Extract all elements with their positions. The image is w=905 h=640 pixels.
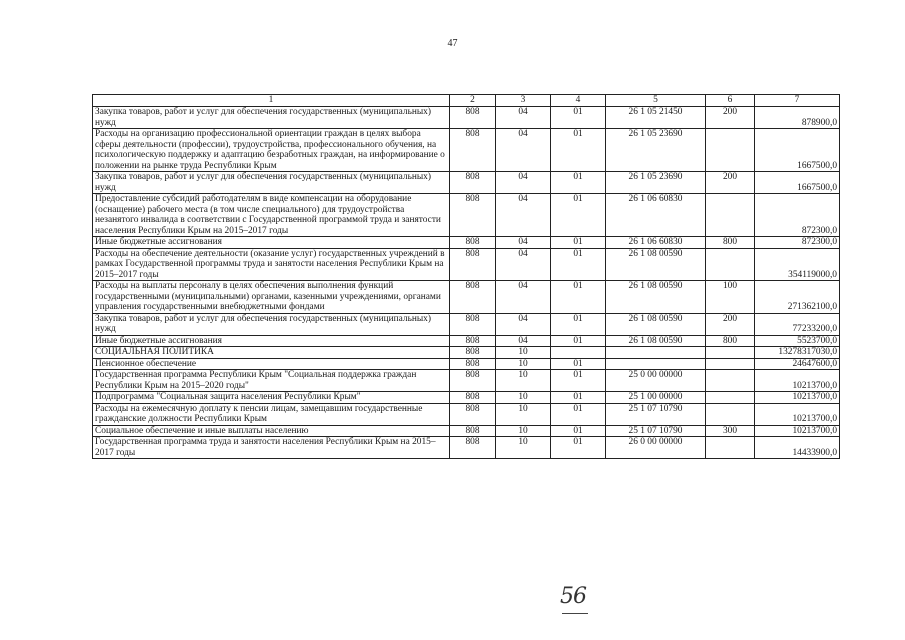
table-row bbox=[93, 392, 840, 404]
expense-type-code: 800 bbox=[706, 237, 755, 249]
ministry-code: 808 bbox=[450, 437, 496, 459]
row-name: Расходы на ежемесячную доплату к пенсии лицам, замещавшим государственные гражданские должности Республики Крым bbox=[93, 403, 450, 425]
column-header: 4 bbox=[551, 95, 606, 107]
table-header-row bbox=[93, 95, 840, 107]
expense-type-code bbox=[706, 248, 755, 281]
section-code: 04 bbox=[496, 281, 551, 314]
amount: 10213700,0 bbox=[755, 425, 840, 437]
row-name: Закупка товаров, работ и услуг для обеспечения государственных (муниципальных) нужд bbox=[93, 313, 450, 335]
amount: 872300,0 bbox=[755, 194, 840, 237]
ministry-code: 808 bbox=[450, 358, 496, 370]
subsection-code: 01 bbox=[551, 281, 606, 314]
row-name: Закупка товаров, работ и услуг для обеспечения государственных (муниципальных) нужд bbox=[93, 107, 450, 129]
table-row bbox=[93, 237, 840, 249]
subsection-code: 01 bbox=[551, 437, 606, 459]
target-article-code: 26 1 08 00590 bbox=[606, 335, 706, 347]
expense-type-code bbox=[706, 437, 755, 459]
table-row bbox=[93, 370, 840, 392]
column-header: 5 bbox=[606, 95, 706, 107]
row-name: Социальное обеспечение и иные выплаты населению bbox=[93, 425, 450, 437]
amount: 872300,0 bbox=[755, 237, 840, 249]
section-code: 10 bbox=[496, 358, 551, 370]
ministry-code: 808 bbox=[450, 347, 496, 359]
ministry-code: 808 bbox=[450, 194, 496, 237]
signature-underline bbox=[562, 613, 588, 614]
target-article-code: 26 1 06 60830 bbox=[606, 237, 706, 249]
ministry-code: 808 bbox=[450, 237, 496, 249]
amount: 14433900,0 bbox=[755, 437, 840, 459]
expense-type-code bbox=[706, 129, 755, 172]
subsection-code: 01 bbox=[551, 107, 606, 129]
expense-type-code bbox=[706, 347, 755, 359]
row-name: Расходы на обеспечение деятельности (оказание услуг) государственных учреждений в рамках Государственной программы труда и занятости населения Республики Крым на 2015–2017 годы bbox=[93, 248, 450, 281]
table-row bbox=[93, 248, 840, 281]
ministry-code: 808 bbox=[450, 107, 496, 129]
section-code: 04 bbox=[496, 107, 551, 129]
section-code: 10 bbox=[496, 403, 551, 425]
section-code: 04 bbox=[496, 129, 551, 172]
section-code: 10 bbox=[496, 425, 551, 437]
table-row bbox=[93, 129, 840, 172]
table-row bbox=[93, 335, 840, 347]
expense-type-code: 200 bbox=[706, 107, 755, 129]
table-row bbox=[93, 437, 840, 459]
section-code: 04 bbox=[496, 194, 551, 237]
amount: 271362100,0 bbox=[755, 281, 840, 314]
column-header: 2 bbox=[450, 95, 496, 107]
amount: 10213700,0 bbox=[755, 370, 840, 392]
target-article-code: 25 1 07 10790 bbox=[606, 403, 706, 425]
row-name: Иные бюджетные ассигнования bbox=[93, 335, 450, 347]
ministry-code: 808 bbox=[450, 129, 496, 172]
ministry-code: 808 bbox=[450, 281, 496, 314]
expense-type-code: 800 bbox=[706, 335, 755, 347]
amount: 5523700,0 bbox=[755, 335, 840, 347]
expense-type-code: 200 bbox=[706, 313, 755, 335]
expense-type-code bbox=[706, 403, 755, 425]
subsection-code bbox=[551, 347, 606, 359]
row-name: Подпрограмма "Социальная защита населения Республики Крым" bbox=[93, 392, 450, 404]
expense-type-code bbox=[706, 194, 755, 237]
amount: 10213700,0 bbox=[755, 403, 840, 425]
row-name: Государственная программа Республики Крым "Социальная поддержка граждан Республики Крым на 2015–2020 годы" bbox=[93, 370, 450, 392]
expense-type-code: 200 bbox=[706, 172, 755, 194]
section-code: 10 bbox=[496, 370, 551, 392]
subsection-code: 01 bbox=[551, 358, 606, 370]
section-code: 10 bbox=[496, 392, 551, 404]
expense-type-code: 100 bbox=[706, 281, 755, 314]
table-body bbox=[93, 107, 840, 459]
amount: 1667500,0 bbox=[755, 172, 840, 194]
target-article-code: 26 1 08 00590 bbox=[606, 313, 706, 335]
table-row bbox=[93, 313, 840, 335]
row-name: Расходы на выплаты персоналу в целях обеспечения выполнения функций государственными (муниципальными) органами, казенными учреждениями, органами управления государственными внебюджетными фондами bbox=[93, 281, 450, 314]
subsection-code: 01 bbox=[551, 370, 606, 392]
ministry-code: 808 bbox=[450, 403, 496, 425]
expense-type-code bbox=[706, 358, 755, 370]
row-name: Государственная программа труда и занятости населения Республики Крым на 2015–2017 годы bbox=[93, 437, 450, 459]
column-header: 1 bbox=[93, 95, 450, 107]
ministry-code: 808 bbox=[450, 313, 496, 335]
ministry-code: 808 bbox=[450, 248, 496, 281]
target-article-code bbox=[606, 347, 706, 359]
row-name: Расходы на организацию профессиональной ориентации граждан в целях выбора сферы деятельности (профессии), трудоустройства, профессионального обучения, на психологическую поддержку и адаптацию безработных граждан, на информирование о положении на рынке труда Республики Крым bbox=[93, 129, 450, 172]
ministry-code: 808 bbox=[450, 425, 496, 437]
target-article-code bbox=[606, 358, 706, 370]
amount: 1667500,0 bbox=[755, 129, 840, 172]
section-code: 10 bbox=[496, 347, 551, 359]
target-article-code: 25 1 00 00000 bbox=[606, 392, 706, 404]
target-article-code: 25 1 07 10790 bbox=[606, 425, 706, 437]
expense-type-code bbox=[706, 392, 755, 404]
subsection-code: 01 bbox=[551, 425, 606, 437]
subsection-code: 01 bbox=[551, 129, 606, 172]
section-code: 10 bbox=[496, 437, 551, 459]
subsection-code: 01 bbox=[551, 194, 606, 237]
table-row bbox=[93, 347, 840, 359]
ministry-code: 808 bbox=[450, 370, 496, 392]
section-code: 04 bbox=[496, 237, 551, 249]
section-code: 04 bbox=[496, 172, 551, 194]
target-article-code: 26 1 08 00590 bbox=[606, 248, 706, 281]
amount: 77233200,0 bbox=[755, 313, 840, 335]
target-article-code: 26 1 06 60830 bbox=[606, 194, 706, 237]
target-article-code: 26 1 05 23690 bbox=[606, 172, 706, 194]
ministry-code: 808 bbox=[450, 172, 496, 194]
target-article-code: 26 1 08 00590 bbox=[606, 281, 706, 314]
row-name: Закупка товаров, работ и услуг для обеспечения государственных (муниципальных) нужд bbox=[93, 172, 450, 194]
table-row bbox=[93, 403, 840, 425]
subsection-code: 01 bbox=[551, 248, 606, 281]
page-number: 47 bbox=[447, 38, 458, 49]
target-article-code: 26 1 05 23690 bbox=[606, 129, 706, 172]
section-code: 04 bbox=[496, 313, 551, 335]
table-row bbox=[93, 281, 840, 314]
table-row bbox=[93, 425, 840, 437]
subsection-code: 01 bbox=[551, 403, 606, 425]
expense-type-code bbox=[706, 370, 755, 392]
ministry-code: 808 bbox=[450, 335, 496, 347]
table-row bbox=[93, 358, 840, 370]
table-row bbox=[93, 194, 840, 237]
amount: 354119000,0 bbox=[755, 248, 840, 281]
target-article-code: 26 0 00 00000 bbox=[606, 437, 706, 459]
amount: 24647600,0 bbox=[755, 358, 840, 370]
subsection-code: 01 bbox=[551, 392, 606, 404]
row-name: Предоставление субсидий работодателям в виде компенсации на оборудование (оснащение) рабочего места (в том числе специального) для трудоустройства незанятого инвалида в соответствии с Государственной программой труда и занятости населения Республики Крым на 2015–2017 годы bbox=[93, 194, 450, 237]
handwritten-signature: 56 bbox=[560, 584, 586, 609]
table-row bbox=[93, 107, 840, 129]
row-name: Иные бюджетные ассигнования bbox=[93, 237, 450, 249]
subsection-code: 01 bbox=[551, 172, 606, 194]
section-code: 04 bbox=[496, 248, 551, 281]
amount: 13278317030,0 bbox=[755, 347, 840, 359]
row-name: СОЦИАЛЬНАЯ ПОЛИТИКА bbox=[93, 347, 450, 359]
target-article-code: 26 1 05 21450 bbox=[606, 107, 706, 129]
subsection-code: 01 bbox=[551, 313, 606, 335]
subsection-code: 01 bbox=[551, 237, 606, 249]
expense-type-code: 300 bbox=[706, 425, 755, 437]
amount: 878900,0 bbox=[755, 107, 840, 129]
column-header: 7 bbox=[755, 95, 840, 107]
budget-table bbox=[92, 94, 840, 459]
column-header: 6 bbox=[706, 95, 755, 107]
row-name: Пенсионное обеспечение bbox=[93, 358, 450, 370]
ministry-code: 808 bbox=[450, 392, 496, 404]
column-header: 3 bbox=[496, 95, 551, 107]
table-row bbox=[93, 172, 840, 194]
target-article-code: 25 0 00 00000 bbox=[606, 370, 706, 392]
section-code: 04 bbox=[496, 335, 551, 347]
subsection-code: 01 bbox=[551, 335, 606, 347]
amount: 10213700,0 bbox=[755, 392, 840, 404]
